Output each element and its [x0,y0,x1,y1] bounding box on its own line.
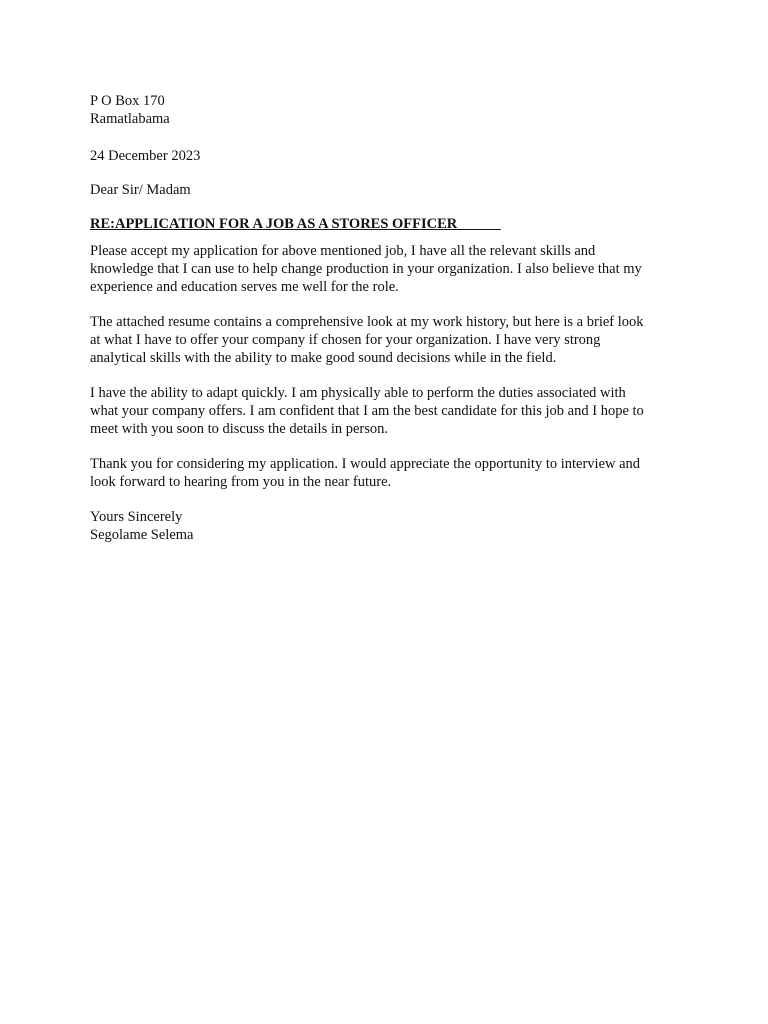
signer-name: Segolame Selema [90,527,194,543]
address-line-1: P O Box 170 [90,93,165,109]
closing [90,508,680,544]
paragraph-line: what your company offers. I am confident that I am the best candidate for this job and I hope to [90,403,644,419]
paragraph-line: analytical skills with the ability to make good sound decisions while in the field. [90,350,557,366]
letter-body [90,92,680,544]
address-line-2: Ramatlabama [90,111,170,127]
subject-line: RE:APPLICATION FOR A JOB AS A STORES OFFICER [90,216,501,232]
paragraph-line: The attached resume contains a comprehensive look at my work history, but here is a brief look [90,314,644,330]
paragraph-line: Please accept my application for above mentioned job, I have all the relevant skills and [90,243,596,259]
paragraph-1 [90,242,680,296]
paragraph-line: at what I have to offer your company if chosen for your organization. I have very strong [90,332,601,348]
letter-date: 24 December 2023 [90,148,201,164]
paragraph-4 [90,455,680,491]
paragraph-line: meet with you soon to discuss the details in person. [90,421,389,437]
paragraph-line: experience and education serves me well for the role. [90,279,399,295]
paragraph-3 [90,384,680,438]
paragraph-line: I have the ability to adapt quickly. I am physically able to perform the duties associated with [90,385,626,401]
paragraph-line: look forward to hearing from you in the near future. [90,474,392,490]
paragraph-2 [90,313,680,367]
sender-address [90,92,680,128]
salutation: Dear Sir/ Madam [90,182,191,198]
paragraph-line: knowledge that I can use to help change production in your organization. I also believe that my [90,261,642,277]
paragraph-line: Thank you for considering my application. I would appreciate the opportunity to interview and [90,456,641,472]
closing-phrase: Yours Sincerely [90,509,183,525]
